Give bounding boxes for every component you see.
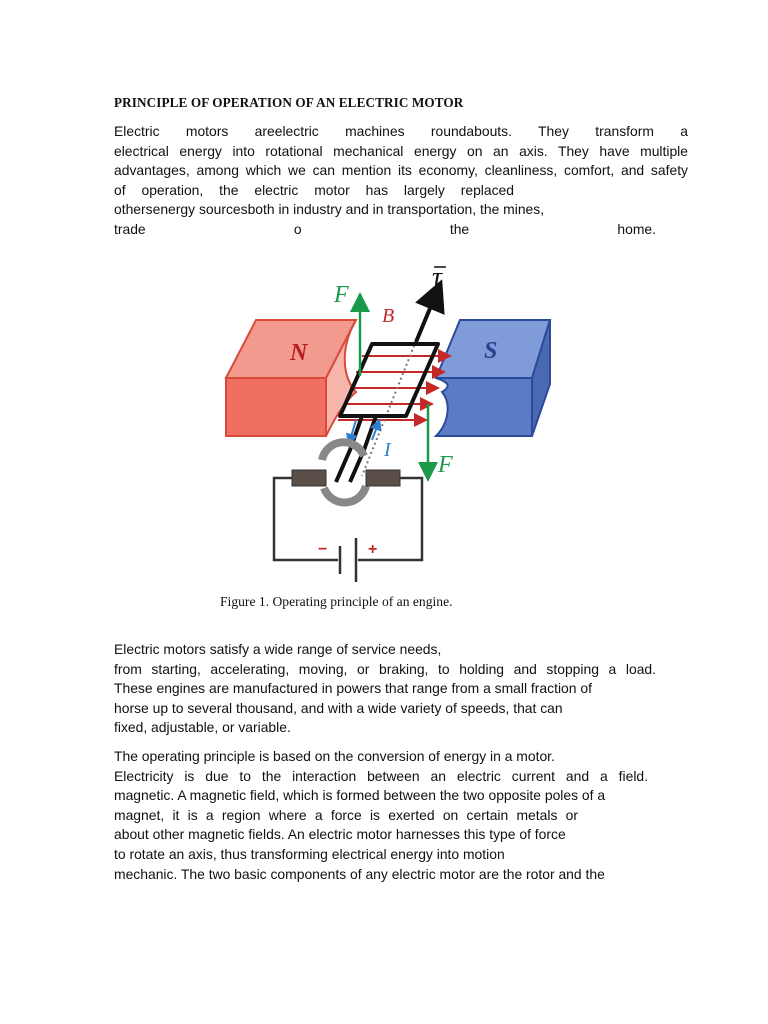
figure-caption: Figure 1. Operating principle of an engine. <box>220 594 453 609</box>
torque-label: τ <box>432 264 443 293</box>
text-line: fixed, adjustable, or variable. <box>114 719 291 736</box>
text-line: trade o the home. <box>114 220 656 237</box>
text-line: to rotate an axis, thus transforming electrical energy into motion <box>114 845 505 862</box>
paragraph-service-needs <box>114 640 688 738</box>
paragraph-operating-principle <box>114 747 688 884</box>
force-top-label: F <box>334 282 349 308</box>
text-line: Electric motors areelectric machines roundabouts. They transform a <box>114 123 688 139</box>
motor-diagram <box>222 264 562 584</box>
text-line: magnet, it is a region where a force is exerted on certain metals or <box>114 806 578 823</box>
text-line: These engines are manufactured in powers that range from a small fraction of <box>114 680 592 697</box>
force-bottom-label: F <box>438 452 453 478</box>
north-magnet <box>226 320 356 436</box>
field-label: B <box>382 305 395 327</box>
text-line: Electric motors satisfy a wide range of service needs, <box>114 641 442 657</box>
circuit <box>274 478 422 582</box>
text-line: Electricity is due to the interaction between an electric current and a field. <box>114 767 648 784</box>
field-arrows <box>338 356 450 420</box>
text-line: of operation, the electric motor has largely replaced <box>114 181 514 198</box>
text-line: othersenergy sourcesboth in industry and in transportation, the mines, <box>114 201 545 218</box>
south-magnet <box>436 320 550 436</box>
current-label: I <box>384 439 391 461</box>
coil <box>336 344 438 482</box>
text-line: magnetic. A magnetic field, which is formed between the two opposite poles of a <box>114 787 606 804</box>
battery-minus-label: − <box>318 541 328 558</box>
page-title: PRINCIPLE OF OPERATION OF AN ELECTRIC MOTOR <box>114 95 464 110</box>
south-pole-label: S <box>484 338 498 364</box>
north-pole-label: N <box>290 340 308 366</box>
text-line: from starting, accelerating, moving, or braking, to holding and stopping a load. <box>114 660 656 677</box>
paragraph-intro <box>114 122 688 240</box>
text-line: mechanic. The two basic components of any electric motor are the rotor and the <box>114 865 605 882</box>
text-line: horse up to several thousand, and with a wide variety of speeds, that can <box>114 699 563 716</box>
text-line: electrical energy into rotational mechanical energy on an axis. They have multiple <box>114 142 688 159</box>
text-line: about other magnetic fields. An electric motor harnesses this type of force <box>114 826 566 843</box>
text-line: advantages, among which we can mention its economy, cleanliness, comfort, and safety <box>114 162 688 179</box>
battery-plus-label: + <box>368 541 378 558</box>
text-line: The operating principle is based on the conversion of energy in a motor. <box>114 748 555 764</box>
torque-arrow <box>416 294 436 342</box>
